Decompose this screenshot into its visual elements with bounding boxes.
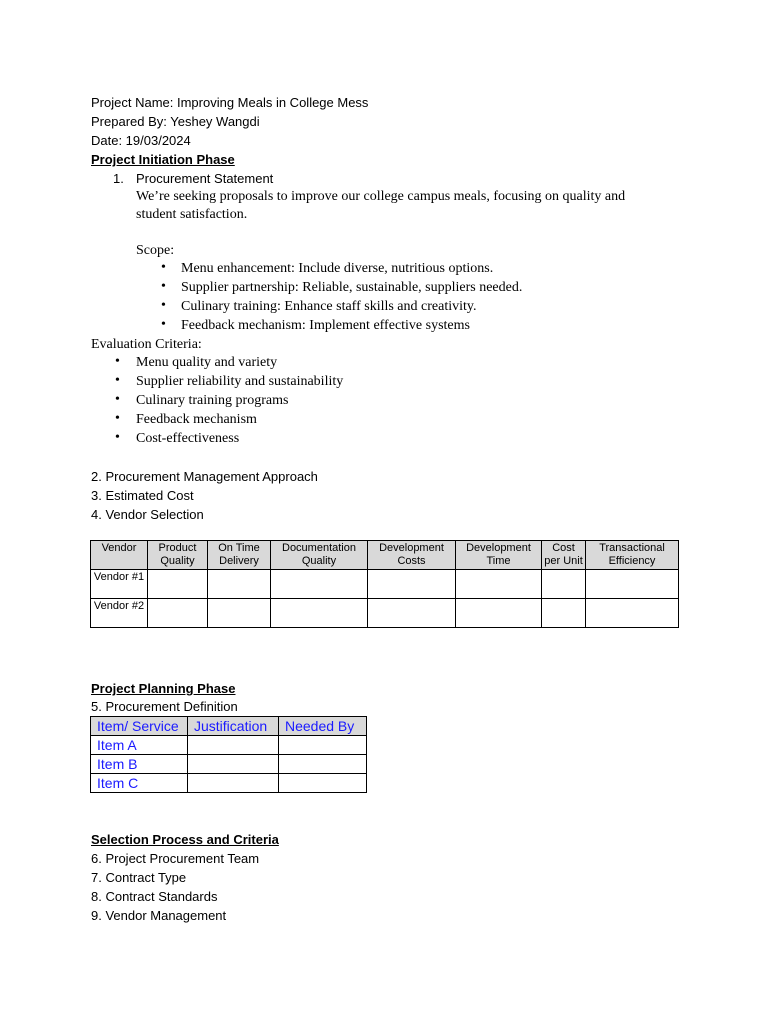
- statement-line-1: We’re seeking proposals to improve our college campus meals, focusing on quality and: [136, 189, 626, 204]
- table-cell: [188, 736, 279, 755]
- bullet-icon: •: [115, 354, 120, 369]
- column-header: Vendor: [91, 541, 148, 570]
- scope-item: Supplier partnership: Reliable, sustainable, suppliers needed.: [181, 280, 523, 295]
- table-cell: [368, 599, 456, 628]
- table-row: [91, 599, 679, 628]
- table-cell: [456, 570, 542, 599]
- prepared-by: Prepared By: Yeshey Wangdi: [91, 114, 260, 129]
- table-cell: Item C: [91, 774, 188, 793]
- bullet-icon: •: [161, 317, 166, 332]
- bullet-icon: •: [115, 373, 120, 388]
- column-header: Transactional Efficiency: [586, 541, 679, 570]
- table-row: [91, 570, 679, 599]
- section-7: 7. Contract Type: [91, 870, 187, 885]
- table-row: [91, 774, 367, 793]
- table-cell: [208, 570, 271, 599]
- evaluation-item: Menu quality and variety: [136, 355, 278, 370]
- table-cell: [456, 599, 542, 628]
- planning-phase-heading: Project Planning Phase: [91, 681, 236, 696]
- column-header: Needed By: [279, 717, 367, 736]
- table-cell: [542, 570, 586, 599]
- table-cell: [279, 774, 367, 793]
- section-4: 4. Vendor Selection: [91, 507, 204, 522]
- document-date: Date: 19/03/2024: [91, 133, 191, 148]
- selection-heading: Selection Process and Criteria: [91, 832, 279, 847]
- column-header: Development Time: [456, 541, 542, 570]
- section-5: 5. Procurement Definition: [91, 699, 238, 714]
- column-header: Product Quality: [148, 541, 208, 570]
- table-cell: [271, 599, 368, 628]
- table-row: [91, 736, 367, 755]
- column-header: Item/ Service: [91, 717, 188, 736]
- bullet-icon: •: [115, 430, 120, 445]
- scope-item: Culinary training: Enhance staff skills and creativity.: [181, 299, 477, 314]
- procurement-definition-table: [90, 716, 367, 793]
- table-cell: [586, 570, 679, 599]
- column-header: Cost per Unit: [542, 541, 586, 570]
- table-cell: [542, 599, 586, 628]
- table-cell: Vendor #1: [91, 570, 148, 599]
- bullet-icon: •: [161, 260, 166, 275]
- table-cell: [271, 570, 368, 599]
- initiation-phase-heading: Project Initiation Phase: [91, 152, 235, 167]
- table-cell: Item B: [91, 755, 188, 774]
- table-header-row: [91, 717, 367, 736]
- bullet-icon: •: [161, 298, 166, 313]
- table-row: [91, 755, 367, 774]
- scope-label: Scope:: [136, 243, 175, 258]
- section-9: 9. Vendor Management: [91, 908, 227, 923]
- table-cell: [148, 570, 208, 599]
- table-cell: [188, 755, 279, 774]
- project-name: Project Name: Improving Meals in College Mess: [91, 95, 369, 110]
- table-cell: Vendor #2: [91, 599, 148, 628]
- table-cell: [279, 755, 367, 774]
- table-cell: [148, 599, 208, 628]
- vendor-evaluation-table: [90, 540, 679, 628]
- evaluation-item: Feedback mechanism: [136, 412, 257, 427]
- column-header: On Time Delivery: [208, 541, 271, 570]
- section-2: 2. Procurement Management Approach: [91, 469, 318, 484]
- table-header-row: [91, 541, 679, 570]
- scope-item: Menu enhancement: Include diverse, nutritious options.: [181, 261, 494, 276]
- column-header: Development Costs: [368, 541, 456, 570]
- table-cell: [188, 774, 279, 793]
- bullet-icon: •: [161, 279, 166, 294]
- item1-number: 1.: [113, 171, 124, 186]
- column-header: Justification: [188, 717, 279, 736]
- evaluation-item: Supplier reliability and sustainability: [136, 374, 344, 389]
- scope-item: Feedback mechanism: Implement effective systems: [181, 318, 470, 333]
- table-cell: [586, 599, 679, 628]
- bullet-icon: •: [115, 392, 120, 407]
- evaluation-criteria-label: Evaluation Criteria:: [91, 337, 202, 352]
- column-header: Documentation Quality: [271, 541, 368, 570]
- bullet-icon: •: [115, 411, 120, 426]
- statement-line-2: student satisfaction.: [136, 207, 248, 222]
- table-cell: [279, 736, 367, 755]
- table-cell: [208, 599, 271, 628]
- section-6: 6. Project Procurement Team: [91, 851, 260, 866]
- table-cell: [368, 570, 456, 599]
- evaluation-item: Cost-effectiveness: [136, 431, 240, 446]
- section-8: 8. Contract Standards: [91, 889, 218, 904]
- table-cell: Item A: [91, 736, 188, 755]
- evaluation-item: Culinary training programs: [136, 393, 289, 408]
- item1-title: Procurement Statement: [136, 171, 274, 186]
- section-3: 3. Estimated Cost: [91, 488, 194, 503]
